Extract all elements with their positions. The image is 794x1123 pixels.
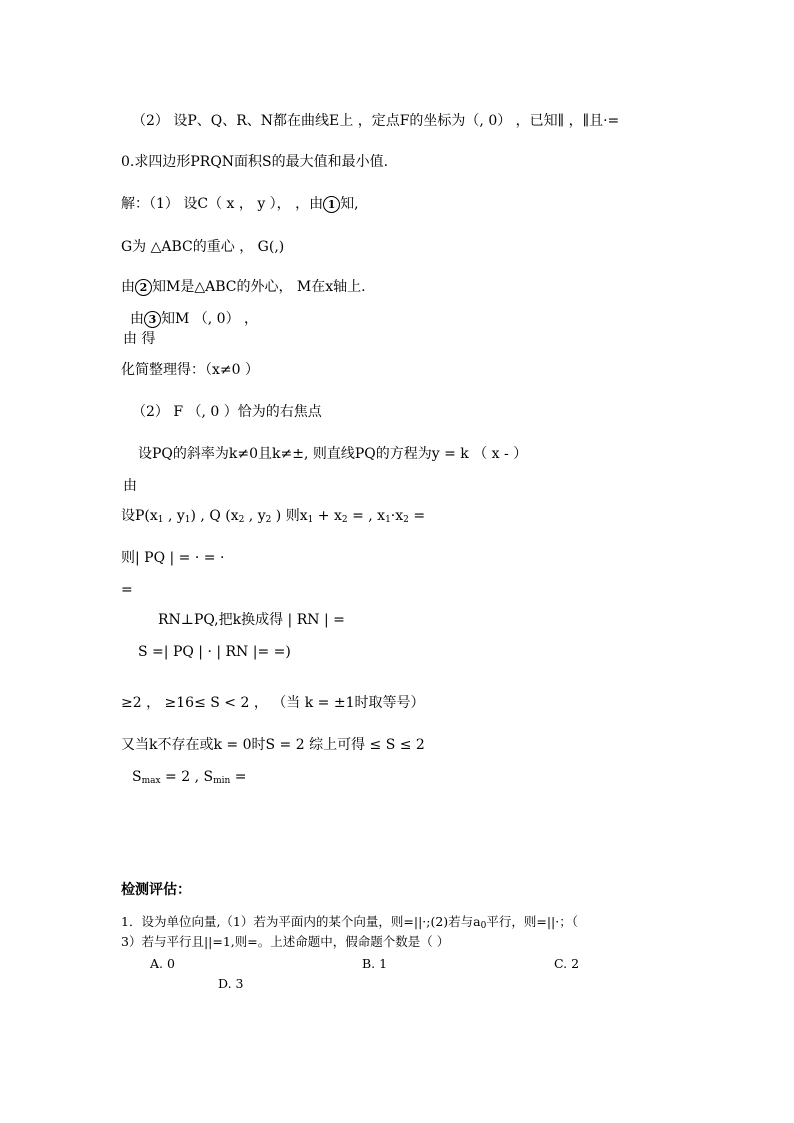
solution-line-10: 则| PQ | = · = ·: [121, 550, 225, 566]
solution-line-12: RN⊥PQ,把k换成得 | RN | =: [158, 612, 345, 628]
circled-number-2: 2: [135, 279, 152, 296]
solution-text: 由: [130, 311, 144, 327]
question-line-2: 3）若与平行且||=1,则=。上述命题中，假命题个数是（ ）: [121, 934, 450, 949]
solution-text: 知M （, 0） ，: [161, 311, 259, 327]
coordinate-line: 设$P(x_1$ , $y_1$) , Q ($x_2$ , $y_2$ ) 则$x_1 + x_2$ = , $x_1\cdot x_2$ =: [121, 508, 426, 525]
solution-line-8: 设PQ的斜率为k≠0且k≠±, 则直线PQ的方程为y = k （ x - ）: [138, 446, 528, 462]
problem-line-1: （2） 设P、Q、R、N都在曲线E上 ，定点F的坐标为（, 0） ，已知∥ ，∥且·=: [132, 113, 620, 129]
solution-line-15: 又当k不存在或k = 0时S = 2 综上可得 ≤ S ≤ 2: [121, 737, 425, 753]
option-d: D. 3: [218, 976, 244, 991]
solution-text: 解：（1） 设C（ x ， y ）， ，由: [121, 196, 324, 212]
solution-line-11: =: [121, 582, 133, 598]
solution-text: 由: [121, 279, 135, 295]
solution-line-6: 化简整理得：（x≠0 ）: [121, 362, 259, 378]
circled-number-1: 1: [323, 196, 340, 213]
question-line-1: 1．设为单位向量,（1）若为平面内的某个向量，则=||·;(2)若与$a_0$平行，则=||·；（: [121, 914, 578, 931]
solution-line-13: S =| PQ | · | RN |= =): [138, 644, 291, 660]
option-a: A. 0: [150, 956, 175, 971]
solution-line-7: （2） F （, 0 ）恰为的右焦点: [132, 404, 322, 420]
circled-number-3: 3: [144, 311, 161, 328]
problem-line-2: 0.求四边形PRQN面积S的最大值和最小值.: [121, 154, 389, 170]
solution-line-2: G为 △ABC的重心 ， G(,): [121, 239, 285, 255]
solution-line-1: [121, 195, 359, 213]
option-b: B. 1: [362, 956, 388, 971]
section-title: 检测评估：: [121, 882, 191, 898]
solution-line-14: ≥2 ， ≥16≤ S < 2 ， （当 k = ±1时取等号）: [121, 695, 425, 711]
solution-line-3: [121, 278, 366, 296]
extreme-values-line: $S_{max} = 2$ , $S_{min}$ =: [132, 769, 247, 786]
option-c: C. 2: [554, 956, 580, 971]
solution-text: 知M是△ABC的外心， M在x轴上.: [152, 279, 366, 295]
solution-line-4: [130, 310, 258, 328]
solution-line-5: 由 得: [123, 331, 156, 347]
solution-line-9: 由: [123, 478, 137, 494]
solution-text: 知,: [340, 196, 359, 212]
